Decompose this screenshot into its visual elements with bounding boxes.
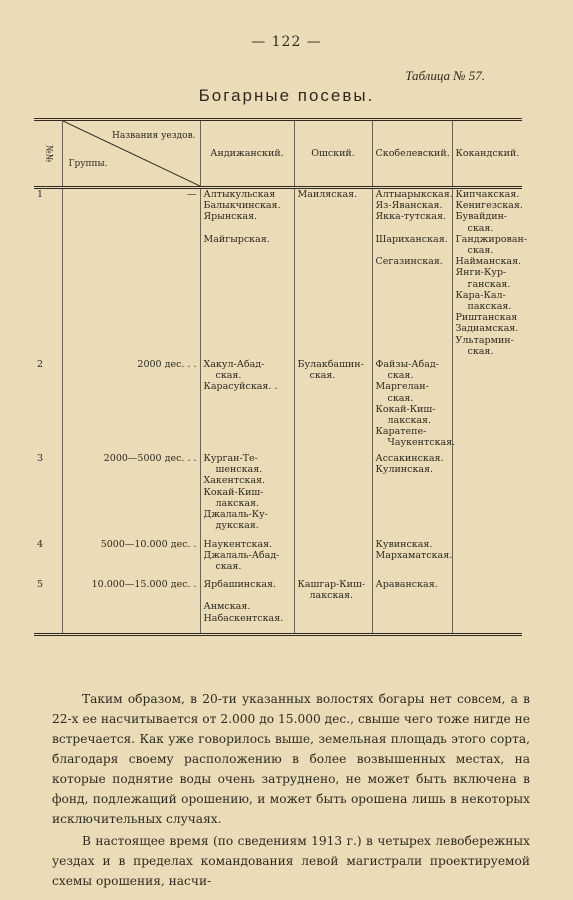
cell-osh — [294, 359, 372, 453]
column-header-skobelev: Скобелевский. — [372, 120, 452, 188]
cell-line: Риштанская — [455, 312, 518, 324]
row-group: — — [62, 188, 200, 360]
diagonal-header-cell — [62, 120, 200, 188]
cell-line: Кара-Кал- — [455, 289, 506, 301]
paragraph: Таким образом, в 20-ти указанных волостях богары нет совсем, а в 22-х ее насчитывается от 2.000 до 15.000 дес., свыше чего тоже нигде не встречается. Как уже говорилось выше, земельная площадь этого сорта, благодаря своему расположению в более возвышенных местах, на которые поднятие воды очень затруднено, не может быть включена в фонд, подлежащий орошению, и может быть орошена лишь в некоторых исключительных случаях. — [52, 692, 530, 826]
table-title: Богарные посевы. — [198, 86, 375, 105]
number-column-header: №№ — [34, 120, 62, 188]
cell-line — [376, 223, 449, 234]
cell-kokand — [452, 539, 522, 579]
cell-kokand — [452, 579, 522, 635]
row-number: 4 — [37, 539, 44, 550]
paragraph: В настоящее время (по сведениям 1913 г.) в четырех левобережных уездах и в пределах командования левой магистрали проектируемой схемы орошения, насчи- — [52, 834, 530, 888]
cell-line: Чаукентская. — [387, 437, 456, 449]
cell-line: Ганджирован- — [455, 233, 528, 245]
cell-osh — [294, 539, 372, 579]
cell-line: Наукентская. — [203, 539, 273, 550]
body-text — [52, 689, 530, 891]
cell-osh — [294, 453, 372, 539]
cell-line: Ассакинская. — [375, 453, 444, 464]
cell-kokand — [452, 359, 522, 453]
cell-kokand — [452, 188, 528, 360]
row-group: 10.000—15.000 дес. . — [62, 579, 200, 635]
cell-line: ганская. — [467, 278, 511, 290]
cell-line: Бувайдин- — [455, 211, 508, 223]
cell-line: ская. — [467, 345, 494, 357]
cell-line — [204, 590, 291, 601]
cell-andijan — [200, 453, 294, 539]
cell-line: Араванская. — [375, 579, 438, 590]
row-number: 5 — [37, 579, 44, 590]
cell-line: Янги-Кур- — [455, 267, 507, 279]
cell-line: Анмская. — [203, 601, 251, 613]
row-number: 2 — [37, 359, 44, 370]
cell-line: Алтыкульская — [203, 189, 276, 200]
cell-line: Каратепе- — [375, 426, 427, 438]
cell-line: Якка-тутская. — [375, 211, 446, 223]
table-row — [34, 359, 522, 453]
groups-label: Группы. — [68, 158, 108, 169]
column-header-kokand: Кокандский. — [452, 120, 522, 188]
cell-line: ская. — [467, 245, 494, 257]
cell-line: Алтыарыкская. — [375, 189, 453, 200]
cell-kokand — [452, 453, 522, 539]
cell-line: пакская. — [467, 301, 512, 313]
cell-line: Джалаль-Ку- — [203, 509, 268, 521]
header-row — [34, 120, 522, 188]
table-row — [34, 579, 522, 635]
cell-line: ская. — [215, 370, 242, 382]
cell-line: Файзы-Абад- — [375, 359, 439, 370]
cell-line: Хакентская. — [203, 475, 266, 487]
cell-line: Найманская. — [455, 256, 522, 268]
cell-line: Карасуйская. . — [203, 381, 278, 393]
cell-skobelev — [372, 359, 456, 453]
cell-andijan — [200, 539, 294, 579]
column-header-osh: Ошский. — [294, 120, 372, 188]
data-table — [34, 118, 528, 636]
cell-skobelev — [372, 453, 452, 539]
cell-line: Шариханская. — [375, 233, 448, 245]
cell-line: Кокай-Киш- — [375, 403, 436, 415]
cell-skobelev — [372, 539, 452, 579]
page-number: — 122 — — [251, 34, 322, 50]
cell-line: Кипчакская. — [455, 189, 520, 200]
cell-line: лакская. — [387, 415, 432, 427]
cell-line: Кулинская. — [375, 464, 434, 476]
cell-skobelev — [372, 188, 452, 360]
cell-line: ская. — [309, 370, 336, 382]
cell-line: Курган-Те- — [203, 453, 258, 464]
cell-line: Ультармин- — [455, 334, 514, 346]
cell-line: Маргелан- — [375, 381, 429, 393]
cell-line: Задиамская. — [455, 323, 519, 335]
cell-line: Кувинская. — [375, 539, 433, 550]
cell-line: Маиляская. — [297, 189, 358, 200]
table-row — [34, 539, 522, 579]
cell-andijan — [200, 188, 294, 360]
cell-line: ская. — [387, 392, 414, 404]
cell-line: Булакбашин- — [297, 359, 364, 370]
cell-osh — [294, 188, 372, 360]
cell-line: Ярбашинская. — [203, 579, 277, 590]
cell-line: дукская. — [215, 520, 259, 532]
cell-line: Балыкчинская. — [203, 200, 281, 212]
row-group: 2000 дес. . . — [62, 359, 200, 453]
cell-line: ская. — [467, 222, 494, 234]
cell-line: лакская. — [215, 497, 260, 509]
cell-line: Яз-Яванская. — [375, 200, 443, 212]
cell-line: Кенигезская. — [455, 200, 523, 212]
cell-line: Сегазинская. — [375, 256, 443, 268]
row-group: 5000—10.000 дес. . — [62, 539, 200, 579]
row-number: 1 — [37, 189, 44, 200]
cell-line: Майгырская. — [203, 233, 270, 245]
cell-line: ская. — [387, 370, 414, 382]
table-label: Таблица № 57. — [405, 68, 485, 83]
districts-label: Названия уездов. — [111, 131, 196, 141]
table-row — [34, 453, 522, 539]
cell-line: ская. — [215, 561, 242, 573]
cell-line: лакская. — [309, 590, 354, 602]
cell-line: Джалаль-Абад- — [203, 550, 280, 562]
cell-skobelev — [372, 579, 452, 635]
cell-osh — [294, 579, 372, 635]
cell-andijan — [200, 359, 294, 453]
cell-line — [376, 245, 449, 256]
cell-line: Набаскентская. — [203, 612, 284, 624]
cell-line: Кашгар-Киш- — [297, 579, 366, 590]
cell-line — [204, 223, 291, 234]
cell-line: Мархаматская. — [375, 550, 453, 562]
cell-line: Хакул-Абад- — [203, 359, 265, 370]
row-group: 2000—5000 дес. . . — [62, 453, 200, 539]
cell-line: Ярынская. — [203, 211, 258, 223]
cell-line: шенская. — [215, 464, 263, 476]
row-number: 3 — [37, 453, 44, 464]
table-row — [34, 188, 522, 360]
table-body — [34, 188, 528, 635]
cell-line: Кокай-Киш- — [203, 486, 264, 498]
cell-andijan — [200, 579, 294, 635]
column-header-andijan: Андижанский. — [200, 120, 294, 188]
